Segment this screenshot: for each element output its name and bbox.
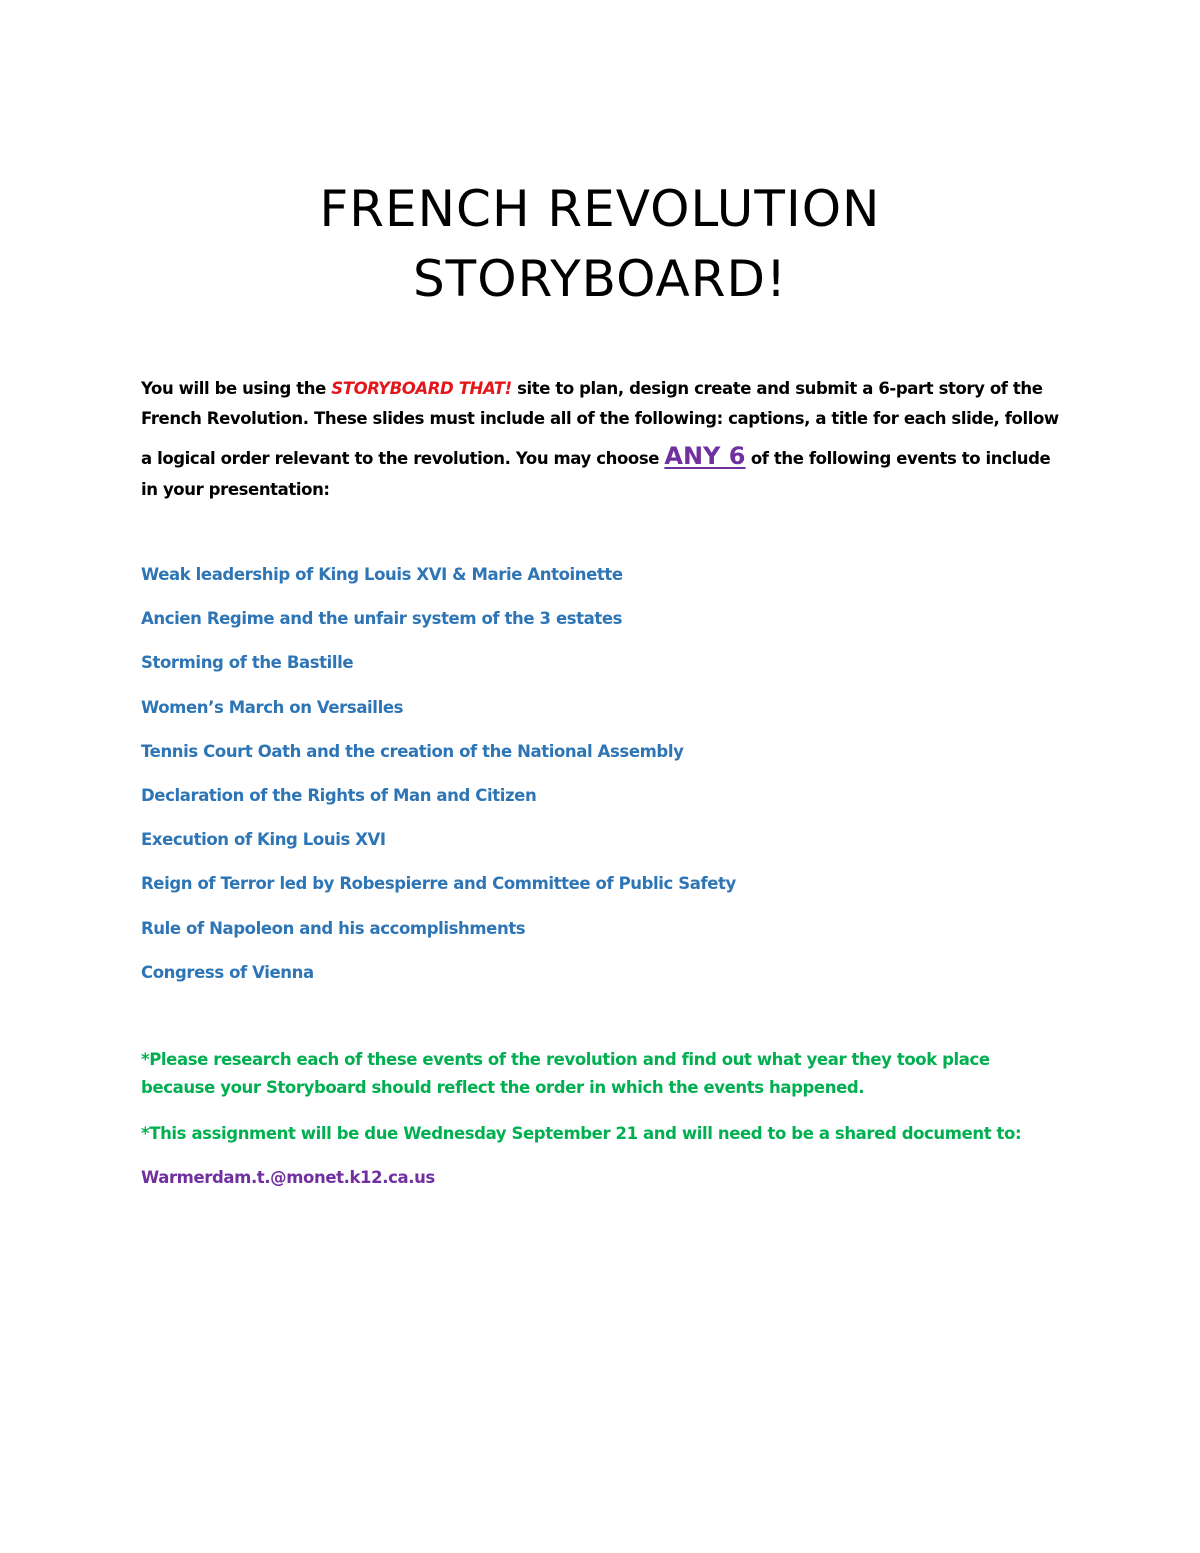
due-date-note (141, 1120, 1071, 1148)
title-line-1: FRENCH REVOLUTION (319, 179, 881, 238)
page-title (0, 174, 1200, 314)
intro-text: You will be using the (141, 379, 332, 398)
intro-text: a logical order relevant to the revolution. You may choose (141, 449, 665, 468)
event-item: Rule of Napoleon and his accomplishments (141, 918, 526, 938)
intro-line-2: French Revolution. These slides must include all of the following: captions, a title for each slide, follow (141, 409, 1059, 428)
event-item: Tennis Court Oath and the creation of the National Assembly (141, 741, 684, 761)
intro-line-1 (141, 374, 1071, 404)
intro-line-3 (141, 440, 1071, 475)
events-list (141, 562, 736, 1004)
event-item: Weak leadership of King Louis XVI & Marie Antoinette (141, 565, 623, 584)
event-item: Reign of Terror led by Robespierre and Committee of Public Safety (141, 874, 736, 894)
research-note (141, 1046, 1071, 1102)
event-item: Ancien Regime and the unfair system of the 3 estates (141, 609, 623, 629)
intro-text: site to plan, design create and submit a 6-part story of the (511, 379, 1043, 398)
research-note-line-1: *Please research each of these events of the revolution and find out what year they took place (141, 1050, 990, 1069)
intro-paragraph (141, 374, 1071, 505)
event-item: Congress of Vienna (141, 962, 314, 982)
site-name: STORYBOARD THAT! (331, 379, 512, 398)
due-date-line: *This assignment will be due Wednesday September 21 and will need to be a shared document to: (141, 1124, 1022, 1143)
any-6-emphasis: ANY 6 (664, 442, 746, 470)
event-item: Execution of King Louis XVI (141, 830, 386, 850)
event-item: Storming of the Bastille (141, 653, 354, 673)
event-item: Declaration of the Rights of Man and Citizen (141, 785, 537, 805)
intro-line-4: in your presentation: (141, 480, 330, 499)
title-line-2: STORYBOARD! (412, 249, 788, 308)
teacher-email: Warmerdam.t.@monet.k12.ca.us (141, 1168, 435, 1187)
intro-text: of the following events to include (745, 449, 1051, 468)
research-note-line-2: because your Storyboard should reflect the order in which the events happened. (141, 1078, 865, 1097)
event-item: Women’s March on Versailles (141, 697, 404, 717)
